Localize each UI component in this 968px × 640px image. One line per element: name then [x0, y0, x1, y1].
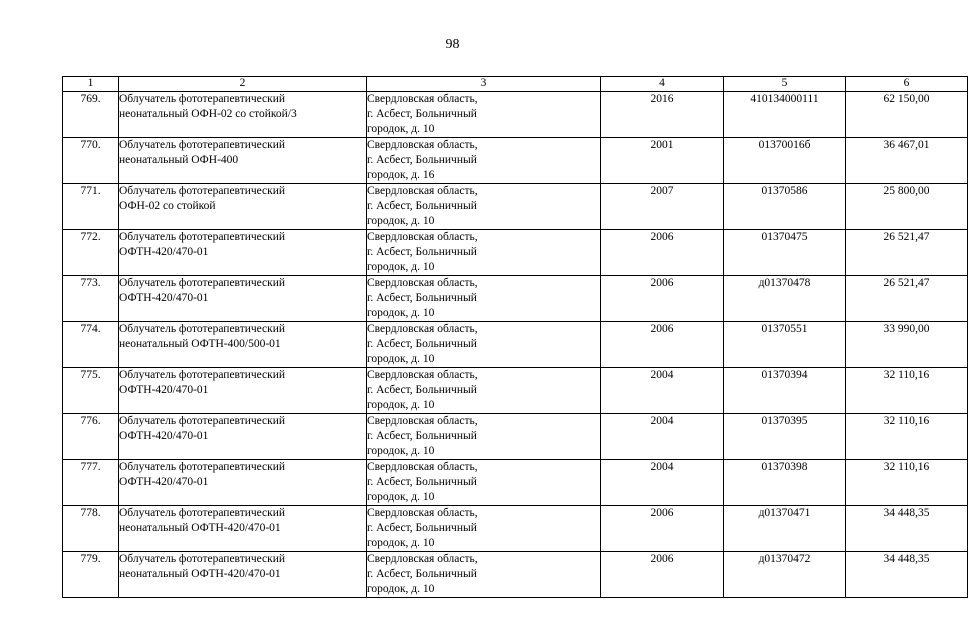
row-number-cell: 776. [63, 414, 119, 460]
year-cell: 2006 [601, 276, 724, 322]
address-cell [367, 230, 601, 276]
address-line: Свердловская область, [367, 231, 478, 243]
cost-cell: 32 110,16 [846, 414, 968, 460]
item-name-cell [119, 368, 367, 414]
table-row [63, 230, 968, 276]
item-name-line: неонатальный ОФН-400 [119, 154, 239, 166]
item-name-line: неонатальный ОФТН-420/470-01 [119, 522, 281, 534]
address-line: г. Асбест, Больничный [367, 108, 477, 120]
cost-cell: 26 521,47 [846, 276, 968, 322]
year-cell: 2006 [601, 322, 724, 368]
row-number-cell: 772. [63, 230, 119, 276]
address-line: городок, д. 10 [367, 537, 435, 549]
item-name-line: Облучатель фототерапевтический [119, 415, 286, 427]
row-number-cell: 777. [63, 460, 119, 506]
inventory-number-cell: 01370586 [724, 184, 846, 230]
address-cell [367, 322, 601, 368]
address-line: г. Асбест, Больничный [367, 200, 477, 212]
inventory-number-cell: д01370472 [724, 552, 846, 598]
address-line: Свердловская область, [367, 93, 478, 105]
item-name-cell [119, 276, 367, 322]
table-header [63, 77, 968, 92]
inventory-number-cell: 01370475 [724, 230, 846, 276]
cost-cell: 26 521,47 [846, 230, 968, 276]
address-line: Свердловская область, [367, 185, 478, 197]
item-name-cell [119, 184, 367, 230]
item-name-cell [119, 506, 367, 552]
address-line: г. Асбест, Больничный [367, 154, 477, 166]
address-cell [367, 368, 601, 414]
row-number-cell: 774. [63, 322, 119, 368]
year-cell: 2007 [601, 184, 724, 230]
item-name-line: неонатальный ОФТН-420/470-01 [119, 568, 281, 580]
cost-cell: 34 448,35 [846, 552, 968, 598]
item-name-line: неонатальный ОФТН-400/500-01 [119, 338, 281, 350]
address-line: Свердловская область, [367, 139, 478, 151]
address-line: г. Асбест, Больничный [367, 246, 477, 258]
address-line: городок, д. 10 [367, 399, 435, 411]
table-row [63, 460, 968, 506]
address-line: городок, д. 10 [367, 261, 435, 273]
address-line: г. Асбест, Больничный [367, 522, 477, 534]
address-line: городок, д. 10 [367, 353, 435, 365]
year-cell: 2004 [601, 368, 724, 414]
address-cell [367, 414, 601, 460]
inventory-number-cell: д01370478 [724, 276, 846, 322]
item-name-cell [119, 230, 367, 276]
item-name-line: Облучатель фототерапевтический [119, 277, 286, 289]
item-name-line: Облучатель фототерапевтический [119, 323, 286, 335]
address-line: городок, д. 10 [367, 215, 435, 227]
address-cell [367, 506, 601, 552]
cost-cell: 33 990,00 [846, 322, 968, 368]
cost-cell: 34 448,35 [846, 506, 968, 552]
item-name-line: Облучатель фототерапевтический [119, 369, 286, 381]
address-line: городок, д. 10 [367, 491, 435, 503]
item-name-line: Облучатель фототерапевтический [119, 231, 286, 243]
item-name-cell [119, 92, 367, 138]
table-row [63, 322, 968, 368]
column-header-inventory: 5 [724, 77, 846, 92]
row-number-cell: 773. [63, 276, 119, 322]
address-line: Свердловская область, [367, 507, 478, 519]
item-name-line: ОФТН-420/470-01 [119, 292, 209, 304]
item-name-line: неонатальный ОФН-02 со стойкой/3 [119, 108, 297, 120]
column-header-number: 1 [63, 77, 119, 92]
item-name-cell [119, 552, 367, 598]
address-line: Свердловская область, [367, 369, 478, 381]
address-line: г. Асбест, Больничный [367, 430, 477, 442]
address-line: Свердловская область, [367, 415, 478, 427]
item-name-line: Облучатель фототерапевтический [119, 185, 286, 197]
table-row [63, 552, 968, 598]
row-number-cell: 770. [63, 138, 119, 184]
row-number-cell: 778. [63, 506, 119, 552]
page-number: 98 [445, 37, 460, 52]
address-line: г. Асбест, Больничный [367, 338, 477, 350]
cost-cell: 32 110,16 [846, 460, 968, 506]
address-line: городок, д. 16 [367, 169, 435, 181]
inventory-number-cell: 01370394 [724, 368, 846, 414]
column-header-year: 4 [601, 77, 724, 92]
year-cell: 2001 [601, 138, 724, 184]
address-line: городок, д. 10 [367, 445, 435, 457]
inventory-number-cell: 410134000111 [724, 92, 846, 138]
item-name-line: Облучатель фототерапевтический [119, 553, 286, 565]
address-line: г. Асбест, Больничный [367, 476, 477, 488]
column-header-cost: 6 [846, 77, 968, 92]
address-line: Свердловская область, [367, 277, 478, 289]
address-cell [367, 276, 601, 322]
address-cell [367, 552, 601, 598]
item-name-cell [119, 138, 367, 184]
address-cell [367, 460, 601, 506]
column-header-address: 3 [367, 77, 601, 92]
inventory-number-cell: 01370016б [724, 138, 846, 184]
address-line: Свердловская область, [367, 461, 478, 473]
property-registry-table [62, 76, 968, 598]
table-row [63, 184, 968, 230]
address-line: г. Асбест, Больничный [367, 384, 477, 396]
inventory-number-cell: д01370471 [724, 506, 846, 552]
item-name-line: Облучатель фототерапевтический [119, 139, 286, 151]
table-row [63, 92, 968, 138]
item-name-cell [119, 460, 367, 506]
item-name-line: ОФТН-420/470-01 [119, 430, 209, 442]
inventory-number-cell: 01370395 [724, 414, 846, 460]
item-name-line: Облучатель фототерапевтический [119, 461, 286, 473]
year-cell: 2004 [601, 460, 724, 506]
year-cell: 2006 [601, 506, 724, 552]
inventory-number-cell: 01370398 [724, 460, 846, 506]
cost-cell: 32 110,16 [846, 368, 968, 414]
cost-cell: 25 800,00 [846, 184, 968, 230]
item-name-line: ОФТН-420/470-01 [119, 246, 209, 258]
year-cell: 2004 [601, 414, 724, 460]
item-name-line: ОФН-02 со стойкой [119, 200, 216, 212]
year-cell: 2016 [601, 92, 724, 138]
item-name-cell [119, 414, 367, 460]
item-name-cell [119, 322, 367, 368]
row-number-cell: 771. [63, 184, 119, 230]
item-name-line: ОФТН-420/470-01 [119, 476, 209, 488]
row-number-cell: 769. [63, 92, 119, 138]
table-row [63, 506, 968, 552]
address-cell [367, 184, 601, 230]
table-row [63, 276, 968, 322]
row-number-cell: 779. [63, 552, 119, 598]
address-line: г. Асбест, Больничный [367, 292, 477, 304]
year-cell: 2006 [601, 552, 724, 598]
cost-cell: 36 467,01 [846, 138, 968, 184]
item-name-line: Облучатель фототерапевтический [119, 507, 286, 519]
address-line: городок, д. 10 [367, 583, 435, 595]
address-cell [367, 138, 601, 184]
table-row [63, 138, 968, 184]
inventory-number-cell: 01370551 [724, 322, 846, 368]
table-body [63, 92, 968, 598]
address-line: городок, д. 10 [367, 123, 435, 135]
row-number-cell: 775. [63, 368, 119, 414]
table-row [63, 414, 968, 460]
address-line: городок, д. 10 [367, 307, 435, 319]
address-line: Свердловская область, [367, 323, 478, 335]
table-row [63, 368, 968, 414]
address-cell [367, 92, 601, 138]
column-header-name: 2 [119, 77, 367, 92]
item-name-line: ОФТН-420/470-01 [119, 384, 209, 396]
header-row [63, 77, 968, 92]
address-line: г. Асбест, Больничный [367, 568, 477, 580]
cost-cell: 62 150,00 [846, 92, 968, 138]
address-line: Свердловская область, [367, 553, 478, 565]
item-name-line: Облучатель фототерапевтический [119, 93, 286, 105]
year-cell: 2006 [601, 230, 724, 276]
